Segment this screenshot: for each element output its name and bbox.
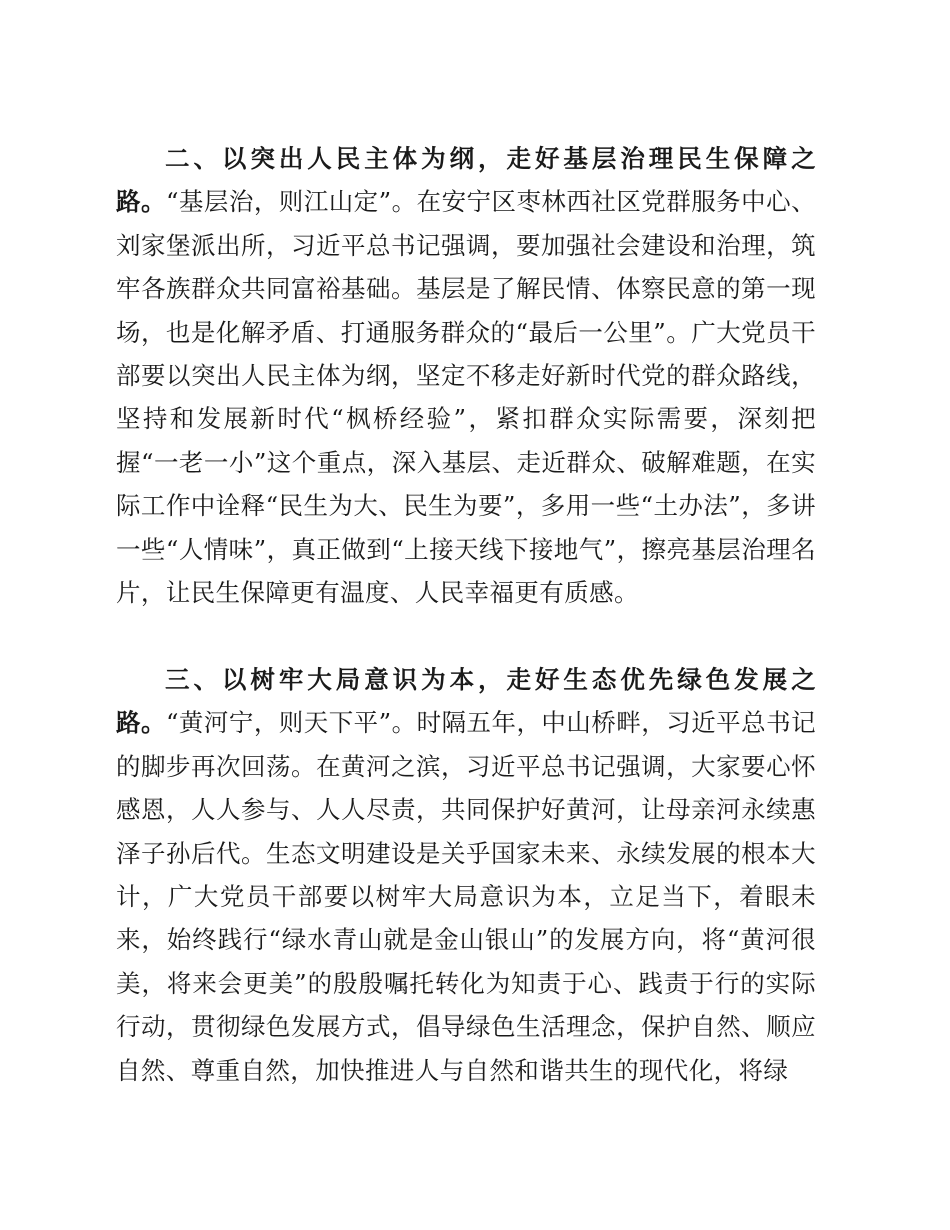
section-3-paragraph [116, 658, 816, 1092]
section-2-body: “基层治，则江山定”。在安宁区枣林西社区党群服务中心、刘家堡派出所，习近平总书记强调，要加强社会建设和治理，筑牢各族群众共同富裕基础。基层是了解民情、体察民意的第一现场，也是化解矛盾、打通服务群众的“最后一公里”。广大党员干部要以突出人民主体为纲，坚定不移走好新时代党的群众路线，坚持和发展新时代“枫桥经验”，紧扣群众实际需要，深刻把握“一老一小”这个重点，深入基层、走近群众、破解难题，在实际工作中诠释“民生为大、民生为要”，多用一些“土办法”，多讲一些“人情味”，真正做到“上接天线下接地气”，擦亮基层治理名片，让民生保障更有温度、人民幸福更有质感。 [116, 187, 816, 608]
section-2-paragraph [116, 137, 816, 614]
section-2 [116, 137, 816, 614]
section-2-heading: 二、以突出人民主体为纲，走好基层治理民生保障之路。 [116, 144, 816, 217]
section-3-heading: 三、以树牢大局意识为本，走好生态优先绿色发展之路。 [116, 665, 816, 738]
section-3 [116, 658, 816, 1092]
section-3-body: “黄河宁，则天下平”。时隔五年，中山桥畔，习近平总书记的脚步再次回荡。在黄河之滨，习近平总书记强调，大家要心怀感恩，人人参与、人人尽责，共同保护好黄河，让母亲河永续惠泽子孙后代。生态文明建设是关乎国家未来、永续发展的根本大计，广大党员干部要以树牢大局意识为本，立足当下，着眼未来，始终践行“绿水青山就是金山银山”的发展方向，将“黄河很美，将来会更美”的殷殷嘱托转化为知责于心、践责于行的实际行动，贯彻绿色发展方式，倡导绿色生活理念，保护自然、顺应自然、尊重自然，加快推进人与自然和谐共生的现代化，将绿 [116, 708, 816, 1085]
